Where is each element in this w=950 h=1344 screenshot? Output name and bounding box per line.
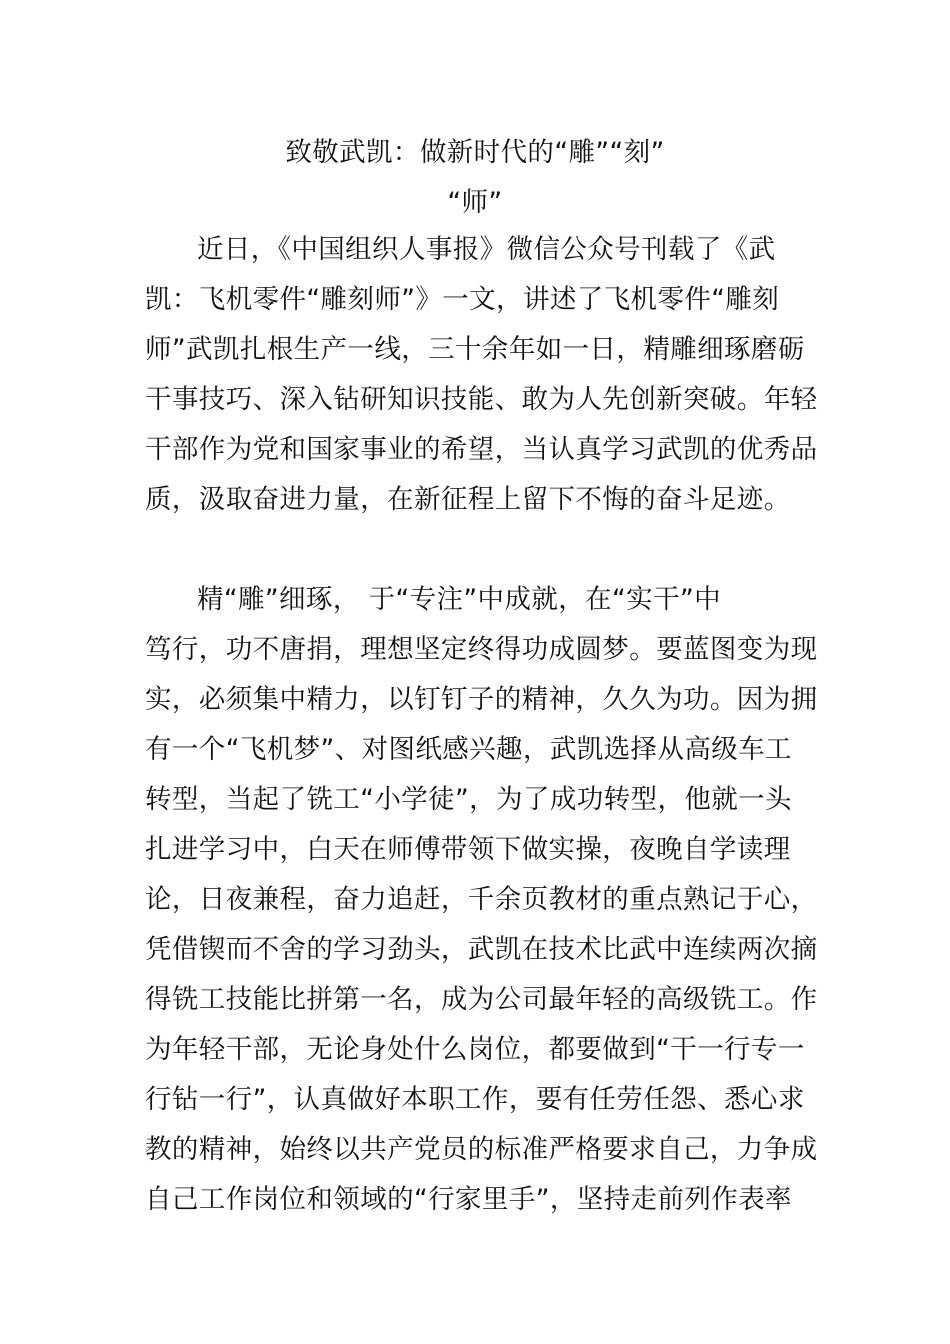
paragraph-line: 干事技巧、深入钻研知识技能、敢为人先创新突破。年轻 <box>145 384 818 415</box>
paragraph-line: 得铣工技能比拼第一名，成为公司最年轻的高级铣工。作 <box>145 984 818 1015</box>
paragraph-line: 干部作为党和国家事业的希望，当认真学习武凯的优秀品 <box>145 434 818 465</box>
title-line-2: “师” <box>447 187 503 218</box>
paragraph-1 <box>145 225 818 525</box>
paragraph-line: 教的精神，始终以共产党员的标准严格要求自己，力争成 <box>145 1134 818 1165</box>
paragraph-line: 师”武凯扎根生产一线，三十余年如一日，精雕细琢磨砺 <box>145 334 805 365</box>
paragraph-line: 行钻一行”，认真做好本职工作，要有任劳任怨、悉心求 <box>145 1084 805 1115</box>
paragraph-line: 论，日夜兼程，奋力追赶，千余页教材的重点熟记于心， <box>145 884 818 915</box>
document-title <box>180 128 770 228</box>
paragraph-2 <box>145 575 818 1225</box>
paragraph-line: 为年轻干部，无论身处什么岗位，都要做到“干一行专一 <box>145 1034 805 1065</box>
paragraph-line: 转型，当起了铣工“小学徒”，为了成功转型，他就一头 <box>145 784 792 815</box>
paragraph-line: 近日，《中国组织人事报》微信公众号刊载了《武 <box>197 234 776 265</box>
paragraph-spacer <box>145 525 807 575</box>
paragraph-line: 凯：飞机零件“雕刻师”》一文，讲述了飞机零件“雕刻 <box>145 284 780 315</box>
paragraph-line: 质，汲取奋进力量，在新征程上留下不悔的奋斗足迹。 <box>145 484 791 515</box>
paragraph-line: 精“雕”细琢， 于“专注”中成就，在“实干”中 <box>197 584 721 615</box>
paragraph-line: 扎进学习中，白天在师傅带领下做实操，夜晚自学读理 <box>145 834 791 865</box>
paragraph-line: 凭借锲而不舍的学习劲头，武凯在技术比武中连续两次摘 <box>145 934 818 965</box>
document-body <box>145 225 818 1225</box>
title-line-1: 致敬武凯：做新时代的“雕”“刻” <box>285 137 665 168</box>
paragraph-line: 实，必须集中精力，以钉钉子的精神，久久为功。因为拥 <box>145 684 818 715</box>
paragraph-line: 笃行，功不唐捐，理想坚定终得功成圆梦。要蓝图变为现 <box>145 634 818 665</box>
paragraph-line: 自己工作岗位和领域的“行家里手”，坚持走前列作表率 <box>145 1184 792 1215</box>
paragraph-line: 有一个“飞机梦”、对图纸感兴趣，武凯选择从高级车工 <box>145 734 792 765</box>
